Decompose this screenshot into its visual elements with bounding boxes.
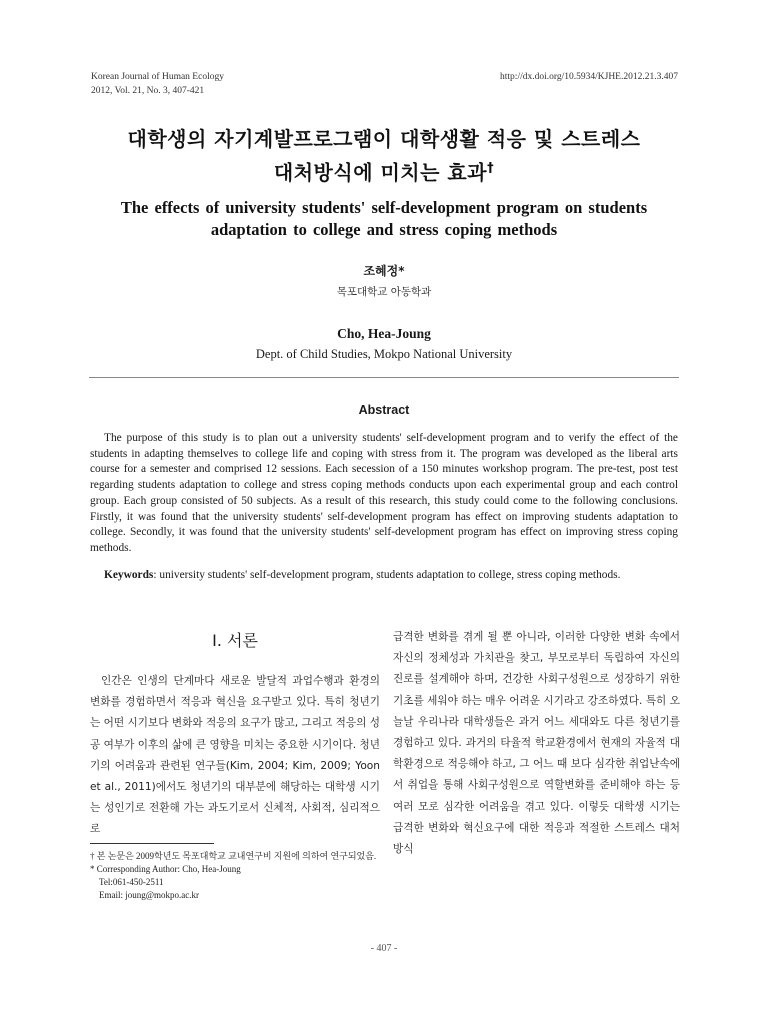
header-divider xyxy=(89,377,679,378)
intro-paragraph-left: 인간은 인생의 단계마다 새로운 발달적 과업수행과 환경의 변화를 경험하면서 적응과 혁신을 요구받고 있다. 특히 청년기는 어떤 시기보다 변화와 적응의 요구가 많고, 그리고 적응의 성공 여부가 이후의 삶에 큰 영향을 미치는 중요한 시기이다. 청년기의 어려움과 관련된 연구들(Kim, 2004; Kim, 2009; Yoon et al., 2011)에서도 청년기의 대부분에 해당하는 대학생 시기는 성인기로 전환해 가는 과도기로서 신체적, 사회적, 심리적으로 xyxy=(90,675,380,836)
title-footnote-mark: † xyxy=(487,161,495,176)
english-title-line1: The effects of university students' self-development program on students xyxy=(120,198,648,217)
section-heading: Ⅰ. 서론 xyxy=(212,631,258,650)
english-title xyxy=(0,197,768,241)
footnote-corresponding: * Corresponding Author: Cho, Hea-Joung xyxy=(90,864,241,874)
footnote-divider xyxy=(90,843,214,844)
left-column xyxy=(90,628,380,841)
keywords-text: : university students' self-development program, students adaptation to college, stress coping methods. xyxy=(153,569,621,581)
journal-name: Korean Journal of Human Ecology xyxy=(91,72,224,82)
footnote-tel: Tel:061-450-2511 xyxy=(99,877,164,887)
abstract-body: The purpose of this study is to plan out a university students' self-development program and to verify the effect of the students in adapting themselves to college life and coping with stress from it. The program was developed as the liberal arts course for a semester and comprised 12 sessions. Each secession of a 150 minutes workshop program. The pre-test, post test regarding students adaptation to college and stress coping methods conducts upon each experimental group and each control group. Each group consisted of 50 subjects. As a result of this research, this study could come to the following conclusions. Firstly, it was found that the university students' self-development program has effect on improving students adaptation to college. Secondly, it was found that the university students' self-development program has effect on improving stress coping methods. xyxy=(90,432,678,554)
keywords xyxy=(90,568,678,584)
doi-link[interactable]: http://dx.doi.org/10.5934/KJHE.2012.21.3.407 xyxy=(500,72,678,82)
korean-title xyxy=(0,124,768,188)
intro-paragraph-right: 급격한 변화를 겪게 될 뿐 아니라, 이러한 다양한 변화 속에서 자신의 정체성과 가치관을 찾고, 부모로부터 독립하여 자신의 진로를 설계해야 하며, 건강한 사회구성원으로 성장하기 위한 기초를 세워야 하는 매우 어려운 시기라고 강조하였다. 특히 오늘날 우리나라 대학생들은 과거 어느 세대와도 다른 청년기를 경험하고 있다. 과거의 타율적 학교환경에서 현재의 자율적 대학환경으로 적응해야 하고, 그 어느 때 보다 심각한 취업난속에서 취업을 통해 사회구성원으로 역할변화를 준비해야 하는 등 여러 모로 심각한 어려움을 겪고 있다. 이렇듯 대학생 시기는 급격한 변화와 혁신요구에 대한 적응과 적절한 스트레스 대처방식 xyxy=(393,631,680,856)
korean-title-line1: 대학생의 자기계발프로그램이 대학생활 적응 및 스트레스 xyxy=(127,127,641,151)
korean-title-line2: 대처방식에 미치는 효과 xyxy=(273,160,488,185)
footnote-funding: † 본 논문은 2009학년도 목포대학교 교내연구비 지원에 의하여 연구되었음. xyxy=(90,851,377,861)
journal-header xyxy=(91,70,224,98)
page-number: - 407 - xyxy=(370,943,398,954)
keywords-label: Keywords xyxy=(104,569,154,581)
footnote-email[interactable]: Email: joung@mokpo.ac.kr xyxy=(99,890,200,900)
volume-info: 2012, Vol. 21, No. 3, 407-421 xyxy=(91,86,205,96)
english-title-line2: adaptation to college and stress coping methods xyxy=(210,220,558,239)
korean-affiliation: 목포대학교 아동학과 xyxy=(336,286,432,298)
right-column xyxy=(393,627,680,860)
english-affiliation: Dept. of Child Studies, Mokpo National University xyxy=(255,347,513,361)
english-author: Cho, Hea-Joung xyxy=(337,326,431,341)
korean-author: 조혜정* xyxy=(363,264,405,278)
footnotes xyxy=(90,850,590,902)
abstract-heading: Abstract xyxy=(358,403,410,417)
